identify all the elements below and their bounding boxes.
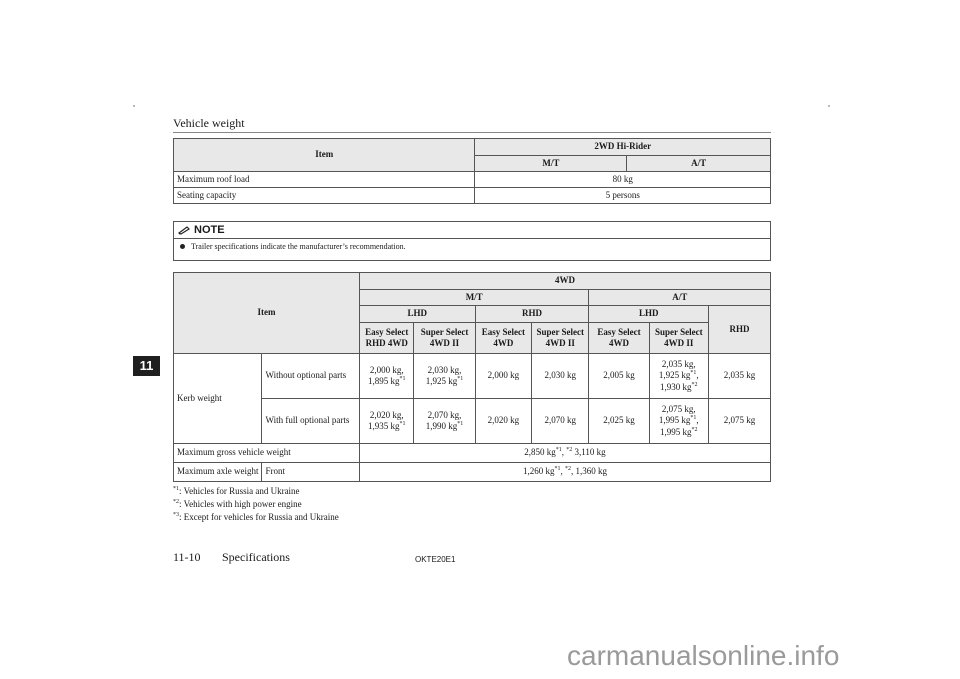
mode-header: Super Select 4WD II	[532, 323, 589, 354]
footnote: $^{*3}$: Except for vehicles for Russia and Ukraine	[173, 511, 339, 522]
kerb-weight-table	[173, 272, 771, 482]
cell: 2,075 kg, 1,995 $kg^{*1}$, 1,995 $kg^{*2}$	[649, 399, 708, 444]
axle-sub-label: Front	[262, 463, 359, 482]
pencil-icon	[178, 226, 190, 235]
cell: 2,070 kg	[532, 399, 589, 444]
lhd-header: LHD	[359, 306, 475, 323]
row-value: 80 kg	[475, 172, 771, 188]
cell: 2,070 kg, 1,990 $kg^{*1}$	[414, 399, 475, 444]
mode-header: Super Select 4WD II	[414, 323, 475, 354]
group-header: 4WD	[359, 273, 770, 290]
item-header: Item	[174, 139, 475, 172]
rhd-header: RHD	[475, 306, 589, 323]
cell: 2,020 kg, 1,935 $kg^{*1}$	[359, 399, 414, 444]
lhd-header: LHD	[589, 306, 708, 323]
axle-weight-label: Maximum axle weight	[174, 463, 262, 482]
section-title: Vehicle weight	[173, 116, 245, 130]
mode-header: Easy Select RHD 4WD	[359, 323, 414, 354]
axle-weight-value: 1,260 $kg^{*1}$, $^{*2}$, 1,360 kg	[359, 463, 770, 482]
cell: 2,035 kg	[708, 354, 770, 399]
row-label: Seating capacity	[174, 188, 475, 204]
cell: 2,000 kg	[475, 354, 531, 399]
cell: 2,000 kg, 1,895 $kg^{*1}$	[359, 354, 414, 399]
mt-header: M/T	[475, 156, 627, 172]
cell: 2,035 kg, 1,925 $kg^{*1}$, 1,930 $kg^{*2}$	[649, 354, 708, 399]
title-rule	[173, 132, 771, 133]
page-number: 11-10	[173, 550, 201, 564]
crop-mark	[828, 105, 830, 107]
at-header: A/T	[589, 290, 771, 306]
group-header: 2WD Hi-Rider	[475, 139, 771, 156]
note-text: Trailer specifications indicate the manufacturer’s recommendation.	[191, 242, 406, 251]
rhd-header: RHD	[708, 306, 770, 354]
row-label: Maximum roof load	[174, 172, 475, 188]
note-header	[174, 222, 770, 239]
watermark: carmanualsonline.info	[567, 640, 840, 671]
mode-header: Super Select 4WD II	[649, 323, 708, 354]
mt-header: M/T	[359, 290, 589, 306]
mode-header: Easy Select 4WD	[475, 323, 531, 354]
note-box	[173, 221, 771, 261]
doc-code: OKTE20E1	[415, 555, 456, 564]
at-header: A/T	[627, 156, 771, 172]
cell: 2,075 kg	[708, 399, 770, 444]
footnote: $^{*1}$: Vehicles for Russia and Ukraine	[173, 486, 300, 496]
cell: 2,030 kg	[532, 354, 589, 399]
cell: 2,025 kg	[589, 399, 649, 444]
footnotes	[173, 485, 339, 523]
chapter-tab: 11	[133, 356, 160, 376]
kerb-weight-label: Kerb weight	[174, 354, 262, 444]
cell: 2,020 kg	[475, 399, 531, 444]
row-value: 5 persons	[475, 188, 771, 204]
crop-mark	[133, 105, 135, 107]
gross-weight-label: Maximum gross vehicle weight	[174, 444, 360, 463]
row-label: With full optional parts	[262, 399, 359, 444]
gross-weight-value: 2,850 $kg^{*1}$, $^{*2}$ 3,110 kg	[359, 444, 770, 463]
note-title: NOTE	[194, 224, 225, 236]
cell: 2,005 kg	[589, 354, 649, 399]
row-label: Without optional parts	[262, 354, 359, 399]
bullet-icon	[180, 244, 185, 249]
mode-header: Easy Select 4WD	[589, 323, 649, 354]
item-header: Item	[174, 273, 360, 354]
roof-load-table	[173, 138, 771, 204]
cell: 2,030 kg, 1,925 $kg^{*1}$	[414, 354, 475, 399]
footer-section: Specifications	[222, 550, 290, 564]
footnote: $^{*2}$: Vehicles with high power engine	[173, 498, 302, 509]
